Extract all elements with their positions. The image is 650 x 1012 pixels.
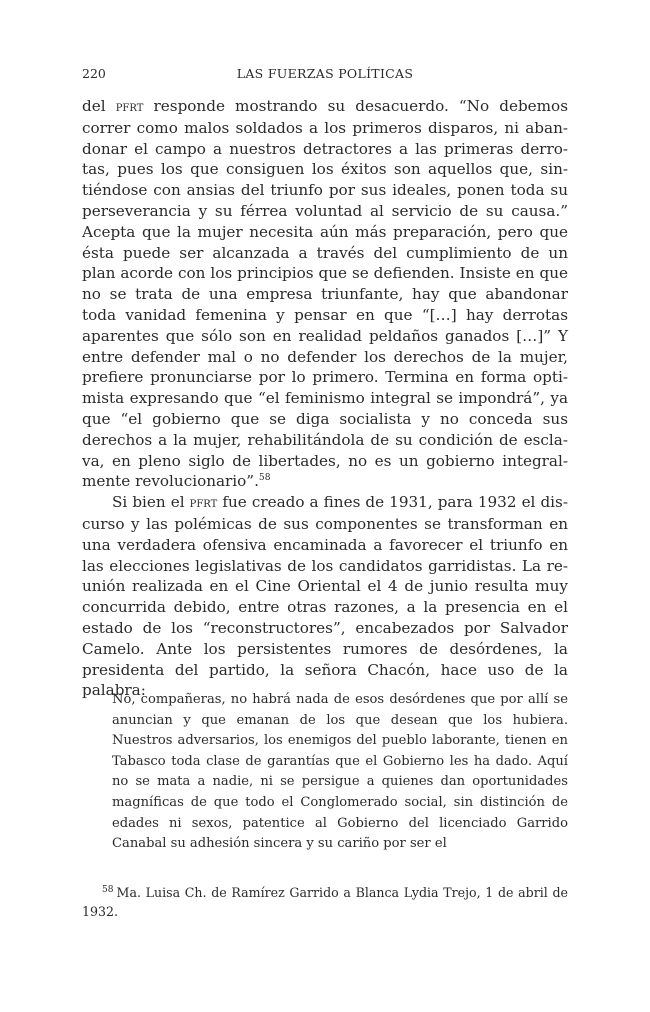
running-title: LAS FUERZAS POLÍTICAS xyxy=(236,66,414,81)
paragraph-2-text-a: Si bien el xyxy=(112,493,190,512)
paragraph-1-text-a: del xyxy=(82,97,116,115)
main-text xyxy=(82,96,568,701)
paragraph-1 xyxy=(82,96,568,492)
pfrt-abbreviation: pfrt xyxy=(189,495,218,512)
paragraph-2-text-b: fue creado a fines de 1931, para 1932 el discurso y las polémicas de sus componentes se transforman en una verdadera ofensiva encaminada a favorecer el triunfo en las elecciones legislativas de los candidatos garridistas. La reunión realizada en el Cine Oriental el 4 de junio resulta muy concurrida debido, entre otras razones, a la presencia en el estado de los “reconstructores”, encabezados por Salvador Camelo. Ante los persistentes rumores de desórdenes, la presidenta del partido, la señora Chacón, hace uso de la palabra: xyxy=(82,493,568,700)
block-quote: No, compañeras, no habrá nada de esos desórdenes que por allí se anuncian y que emanan de los que desean que los hubiera. Nuestros adversarios, los enemigos del pueblo laborante, tienen en Tabasco toda clase de garantías que el Gobierno les ha dado. Aquí no se mata a nadie, ni se persigue a quienes dan oportunidades magníficas de que todo el Conglomerado social, sin distinción de edades ni sexos, patentice al Gobierno del licenciado Garrido Canabal su adhesión sincera y su cariño por ser el xyxy=(112,692,568,852)
footnote-number: 58 xyxy=(102,884,114,895)
paragraph-2 xyxy=(82,492,568,701)
footnote-reference: 58 xyxy=(258,473,271,484)
footnote xyxy=(82,883,568,921)
pfrt-abbreviation: pfrt xyxy=(115,99,144,115)
paragraph-1-text-b: responde mostrando su desacuerdo. “No debemos correr como malos soldados a los primeros disparos, ni abandonar el campo a nuestros detractores a las primeras derrotas, pues los que consiguen los éxitos son aquellos que, sintiéndose con ansias del triunfo por sus ideales, ponen toda su perseverancia y su férrea voluntad al servicio de su causa.” Acepta que la mujer necesita aún más preparación, pero que ésta puede ser alcanzada a través del cumplimiento de un plan acorde con los principios que se defienden. Insiste en que no se trata de una empresa triunfante, hay que abandonar toda vanidad femenina y pensar en que “[…] hay derrotas aparentes que sólo son en realidad peldaños ganados […]” Y entre defender mal o no defender los derechos de la mujer, prefiere pronunciarse por lo primero. Termina en forma optimista expresando que “el feminismo integral se impondrá”, ya que “el gobierno que se diga socialista y no conceda sus derechos a la mujer, rehabilitándola de su condición de esclava, en pleno siglo de libertades, no es un gobierno integralmente revolucionario”. xyxy=(82,97,568,491)
page-number: 220 xyxy=(82,66,106,81)
footnote-text: Ma. Luisa Ch. de Ramírez Garrido a Blanca Lydia Trejo, 1 de abril de 1932. xyxy=(82,885,568,919)
